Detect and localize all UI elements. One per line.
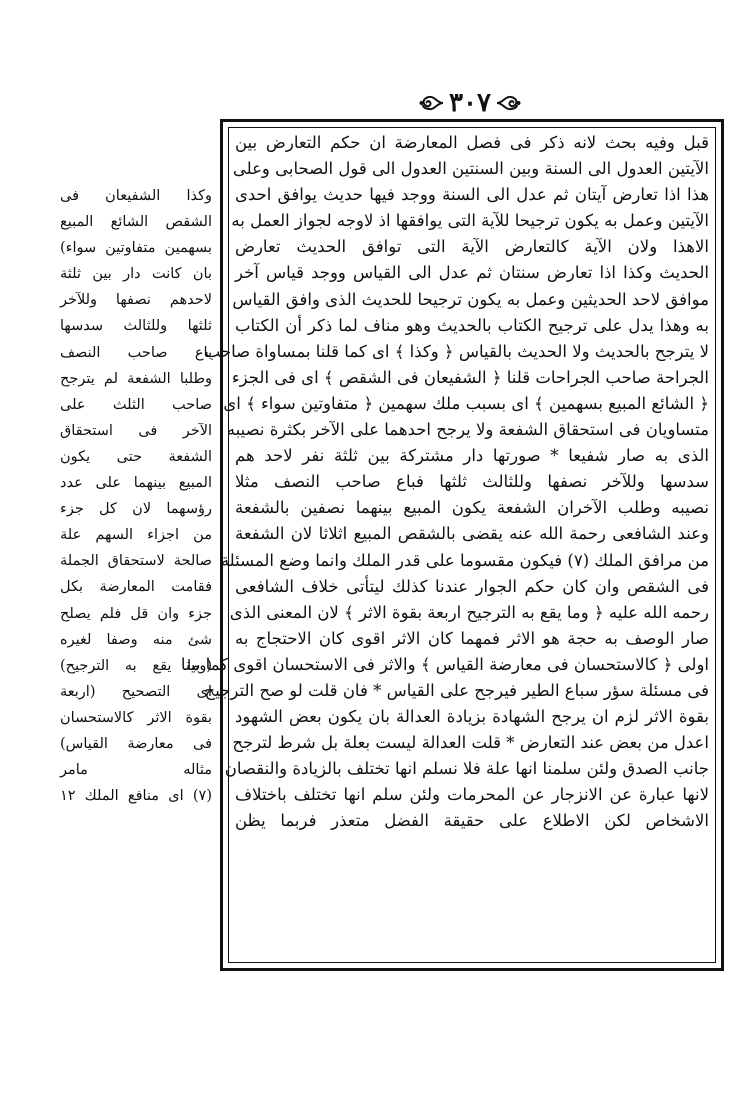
main-text-line: فى الشقص وان كان حكم الجوار عندنا كذلك ليتأتى خلاف الشافعى xyxy=(235,576,709,596)
main-text-line: الاهذا ولان الآية كالتعارض الآية التى توافق الحديث تعارض xyxy=(235,237,709,257)
margin-note-line: جزء وان قل فلم يصلح xyxy=(60,605,212,622)
margin-note-line: من اجزاء السهم علة xyxy=(60,527,212,544)
main-text-line: موافق لاحد الحديثين وعمل به يكون ترجيحا للحديث الذى وافق القياس xyxy=(232,289,709,309)
margin-note-line: صاحب الثلث على xyxy=(60,396,212,413)
main-text-line: صار الوصف به حجة هو الاثر فمهما كان الاثر اقوى كان الاحتجاج به xyxy=(235,628,709,648)
margin-note-line: (٧) اى منافع الملك ١٢ xyxy=(60,788,212,805)
main-text-line: الجراحة صاحب الجراحات قلنا ﴿ الشفيعان فى الشقص ﴾ اى فى الجزء xyxy=(231,367,709,387)
margin-note-line: الآخر فى استحقاق xyxy=(60,422,212,439)
margin-note-line: مثاله مامر xyxy=(60,762,212,779)
margin-note-line: باع صاحب النصف xyxy=(60,344,212,361)
main-text-line: هذا اذا تعارض آيتان ثم عدل الى السنة ووجد فيها حديث يوافق احدى xyxy=(235,185,709,205)
main-text-line: الاشخاص لكن الاطلاع على حقيقة الفضل متعذر فربما يظن xyxy=(235,811,709,831)
main-text-line: بقوة الاثر لزم ان يرجح الشهادة بزيادة العدالة بان يكون بعض الشهود xyxy=(235,707,709,727)
main-text-block xyxy=(180,130,709,835)
main-text-line: اعدل من بعض عند التعارض * قلت العدالة ليست بعلة بل شرط لترجح xyxy=(232,733,709,753)
margin-note-line: بان كانت دار بين ثلثة xyxy=(60,266,212,283)
main-text-line: لا يترجح بالحديث ولا الحديث بالقياس ﴿ وكذا ﴾ اى كما قلنا بمساواة صاحب xyxy=(204,341,709,361)
margin-commentary xyxy=(60,183,212,809)
main-text-line: الآيتين العدول الى السنة وبين السنتين العدول الى قول الصحابى وعلى xyxy=(232,159,709,179)
margin-note-line: اى التصحيح (اربعة xyxy=(60,683,212,700)
main-text-line: رحمه الله عليه ﴿ وما يقع به الترجيح اربعة بقوة الاثر ﴾ لان المعنى الذى xyxy=(229,602,709,622)
margin-note-line: بسهمين متفاوتين سواء) xyxy=(60,240,212,257)
main-text-line: الآيتين وعمل به يكون ترجيحا للآية التى يوافقها اذ لاوجه لجواز العمل به xyxy=(231,211,709,231)
margin-note-line: شئ منه وصفا لغيره xyxy=(60,631,212,648)
main-text-line: ﴿ الشائع المبيع بسهمين ﴾ اى بسبب ملك سهمين ﴿ متفاوتين سواء ﴾ اى xyxy=(223,393,709,413)
margin-note-line: الشفعة حتى يكون xyxy=(60,448,212,465)
margin-note-line: رؤسهما لان كل جزء xyxy=(60,501,212,518)
main-text-line: به وهذا يدل على ترجيح الكتاب بالحديث وهو مناف لما ذكر أن الكتاب xyxy=(235,315,709,335)
page-number: ٣٠٧ xyxy=(449,88,491,118)
margin-note-line: فقامت المعارضة بكل xyxy=(60,579,212,596)
main-text-line: اولى ﴿ كالاستحسان فى معارضة القياس ﴾ والاثر فى الاستحسان اقوى كما بينا xyxy=(180,654,709,674)
margin-note-line: ثلثها وللثالث سدسها xyxy=(60,318,212,335)
main-text-frame xyxy=(180,119,724,971)
margin-note-line: وطلبا الشفعة لم يترجح xyxy=(60,370,212,387)
margin-note-line: الشقص الشائع المبيع xyxy=(60,214,212,231)
margin-note-line: لاحدهم نصفها وللآخر xyxy=(60,292,212,309)
main-text-line: جانب الصدق ولئن سلمنا انها علة فلا نسلم انها تختلف بالزيادة والنقصان xyxy=(224,759,709,779)
margin-note-line: صالحة لاستحقاق الجملة xyxy=(60,553,212,570)
main-text-line: الحديث وكذا اذا تعارض سنتان ثم عدل الى القياس ووجد قياس آخر xyxy=(235,263,709,283)
margin-note-line: (وما يقع به الترجيح) xyxy=(60,657,212,674)
main-text-line: فى مسئلة سؤر سباع الطير فيرجح على القياس * فان قلت لو صح الترجيح xyxy=(204,680,709,700)
margin-note-line: فى معارضة القياس) xyxy=(60,735,212,752)
margin-note-line: وكذا الشفيعان فى xyxy=(60,188,212,204)
main-text-line: متساويان فى استحقاق الشفعة ولا يرجح احدهما على الآخر بكثرة نصيبه xyxy=(226,420,709,440)
left-ornament-icon xyxy=(419,92,445,114)
main-text-line: نصيبه وطلب الآخران الشفعة يكون المبيع بينهما نصفين بالشفعة xyxy=(235,498,709,518)
margin-note-line: بقوة الاثر كالاستحسان xyxy=(60,709,212,726)
main-text-line: وعند الشافعى رحمة الله عنه يقضى بالشقص المبيع اثلاثا لان الشفعة xyxy=(235,524,709,544)
page-header xyxy=(415,86,525,120)
main-text-line: سدسها وللآخر نصفها وللثالث ثلثها فباع صاحب النصف مثلا xyxy=(235,472,709,492)
main-text-line: من مرافق الملك (٧) فيكون مقسوما على قدر الملك وانما وضع المسئلة xyxy=(220,550,709,570)
right-ornament-icon xyxy=(495,92,521,114)
main-text-line: لانها عبارة عن الانزجار عن المحرمات ولئن سلم انها تختلف باختلاف xyxy=(235,785,709,805)
margin-note-line: المبيع بينهما على عدد xyxy=(60,475,212,492)
main-text-line: قبل وفيه بحث لانه ذكر فى فصل المعارضة ان حكم التعارض بين xyxy=(235,133,709,152)
main-text-line: الذى به صار شفيعا * صورتها دار مشتركة بين ثلثة نفر لاحد هم xyxy=(235,446,709,466)
